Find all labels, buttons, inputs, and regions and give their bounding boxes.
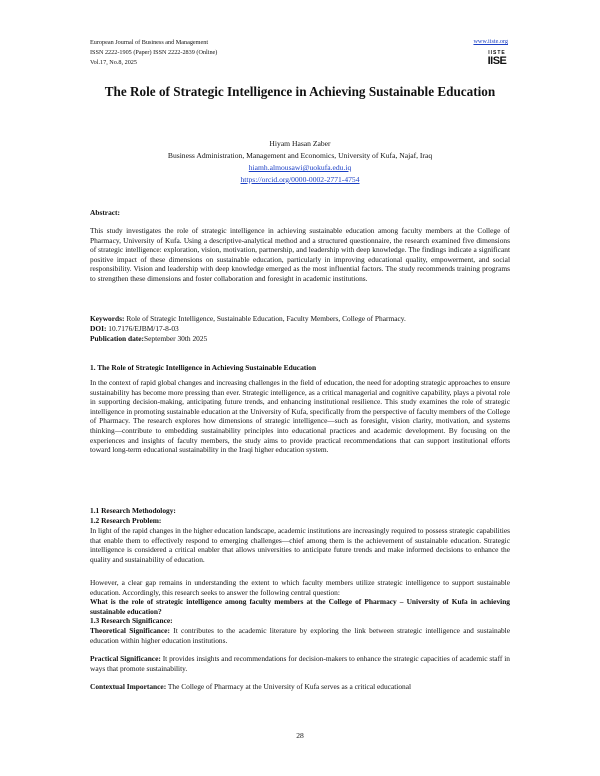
practical-label: Practical Significance: bbox=[90, 654, 161, 663]
doi-text: 10.7176/EJBM/17-8-03 bbox=[108, 324, 179, 333]
central-question: What is the role of strategic intelligence among faculty members at the College of Pharmacy – University of Kufa in achieving sustainable education? bbox=[90, 597, 510, 616]
logo-top-text: IISTE bbox=[488, 50, 506, 56]
contextual-importance bbox=[90, 682, 510, 692]
keywords-text: Role of Strategic Intelligence, Sustainable Education, Faculty Members, College of Pharmacy. bbox=[126, 314, 406, 323]
significance-heading: 1.3 Research Significance: bbox=[90, 616, 173, 625]
contextual-text: The College of Pharmacy at the University of Kufa serves as a critical educational bbox=[167, 682, 412, 691]
pub-date-label: Publication date: bbox=[90, 334, 144, 343]
author-orcid-container bbox=[90, 174, 510, 186]
author-orcid-link[interactable]: https://orcid.org/0000-0002-2771-4754 bbox=[240, 175, 360, 184]
section-1-heading: 1. The Role of Strategic Intelligence in Achieving Sustainable Education bbox=[90, 363, 317, 372]
abstract-heading: Abstract: bbox=[90, 208, 120, 217]
problem-text: In light of the rapid changes in the higher education landscape, academic institutions are increasingly required to possess strategic capabilities that enable them to effectively respond to emerging challenges—chief among them is the achievement of sustainable education. Strategic intelligence is considered a critical enabler that allows universities to anticipate future trends and make informed decisions to enhance the quality and sustainability of education. bbox=[90, 526, 510, 564]
practical-significance bbox=[90, 654, 510, 673]
paper-title: The Role of Strategic Intelligence in Achieving Sustainable Education bbox=[104, 84, 496, 99]
theoretical-significance bbox=[90, 626, 510, 645]
page-number: 28 bbox=[296, 731, 304, 740]
contextual-label: Contextual Importance: bbox=[90, 682, 167, 691]
author-name: Hiyam Hasan Zaber bbox=[269, 139, 331, 148]
iiste-logo bbox=[486, 50, 508, 66]
doi-line bbox=[90, 324, 510, 334]
publication-date-line bbox=[90, 334, 510, 344]
pub-date-text: September 30th 2025 bbox=[144, 334, 208, 343]
practical-text: It provides insights and recommendations for decision-makers to enhance the strategic capacities of academic staff in ways that promote sustainability. bbox=[90, 654, 510, 673]
keywords-line bbox=[90, 314, 510, 324]
author-affiliation: Business Administration, Management and Economics, University of Kufa, Najaf, Iraq bbox=[167, 151, 433, 160]
journal-header bbox=[90, 38, 217, 68]
journal-name: European Journal of Business and Management bbox=[90, 39, 209, 46]
author-email-container bbox=[90, 162, 510, 174]
doi-label: DOI: bbox=[90, 324, 107, 333]
journal-volume: Vol.17, No.8, 2025 bbox=[90, 59, 137, 66]
journal-issn: ISSN 2222-1905 (Paper) ISSN 2222-2839 (Online) bbox=[90, 49, 218, 56]
section-1-text: In the context of rapid global changes and increasing challenges in the field of education, the need for adopting strategic approaches to ensure sustainability has become more pressing than ever. Strategic intelligence, as a critical managerial and cognitive capability, plays a pivotal role in supporting decision-making, anticipating future trends, and enhancing institutional resilience. This study examines the role of strategic intelligence in promoting sustainable education at the University of Kufa, specifically from the perspective of faculty members of the College of Pharmacy. The research explores how dimensions of strategic intelligence—such as foresight, vision clarity, motivation, and systems thinking—contribute to embedding sustainability principles into educational practices and academic development. By focusing on the experiences and insights of faculty members, the study aims to provide practical recommendations that can support institutional efforts toward long-term educational sustainability in the Iraqi higher education system. bbox=[90, 378, 510, 455]
logo-mark-text: IISE bbox=[487, 55, 507, 67]
author-email-link[interactable]: hiamh.almousawi@uokufa.edu.iq bbox=[248, 163, 352, 172]
theoretical-label: Theoretical Significance: bbox=[90, 626, 170, 635]
problem-heading: 1.2 Research Problem: bbox=[90, 516, 162, 525]
site-header bbox=[473, 38, 508, 45]
keywords-label: Keywords: bbox=[90, 314, 125, 323]
gap-text: However, a clear gap remains in understanding the extent to which faculty members utilize strategic intelligence to support sustainable education. Accordingly, this research seeks to answer the following central question: bbox=[90, 578, 510, 597]
abstract-text: This study investigates the role of strategic intelligence in achieving sustainable education among faculty members at the College of Pharmacy, University of Kufa. Using a descriptive-analytical method and a structured questionnaire, the research examined five dimensions of strategic intelligence: exploration, vision, motivation, partnership, and leadership with deep knowledge. The findings indicate a significant positive impact of these dimensions on sustainable education, particularly in improving educational quality, empowerment, and social responsibility. Vision and leadership with deep knowledge emerged as the most influential factors. The study recommends training programs to strengthen these dimensions and foster collaboration and foresight in academic institutions. bbox=[90, 226, 510, 283]
theoretical-text: It contributes to the academic literature by exploring the link between strategic intelligence and sustainable education within higher education institutions. bbox=[90, 626, 511, 645]
methodology-heading: 1.1 Research Methodology: bbox=[90, 506, 176, 515]
site-link[interactable]: www.iiste.org bbox=[473, 38, 508, 45]
